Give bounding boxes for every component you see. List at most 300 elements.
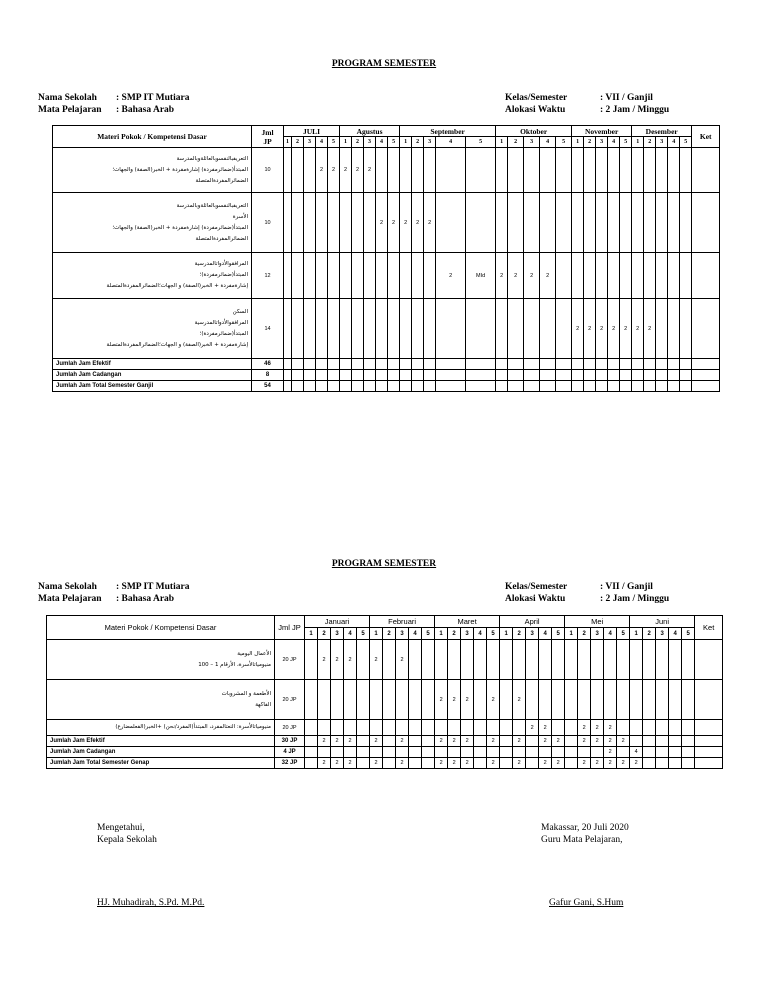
week-cell bbox=[668, 370, 680, 381]
week-cell: 2 bbox=[604, 747, 617, 758]
week-cell bbox=[461, 640, 474, 680]
week-cell: 2 bbox=[487, 680, 500, 720]
jp-header-line2: JP bbox=[263, 136, 272, 146]
week-cell bbox=[644, 253, 656, 299]
materi-cell bbox=[47, 720, 275, 736]
summary-row bbox=[53, 381, 720, 392]
week-cell bbox=[500, 680, 513, 720]
week-cell bbox=[383, 736, 396, 747]
week-cell: 2 bbox=[424, 193, 436, 253]
week-cell bbox=[424, 381, 436, 392]
week-cell bbox=[284, 148, 292, 193]
ket-cell bbox=[692, 193, 720, 253]
week-cell bbox=[572, 148, 584, 193]
week-cell bbox=[304, 193, 316, 253]
week-cell bbox=[500, 747, 513, 758]
materi-cell bbox=[47, 640, 275, 680]
week-cell bbox=[680, 299, 692, 359]
week-cell bbox=[466, 299, 496, 359]
week-cell bbox=[565, 680, 578, 720]
materi-line: الأسرة bbox=[232, 213, 248, 220]
materi-line: المبتدأ(ضمائرمفردة) إشارةمفردة + الخبر(الصفة) والجهات؛ bbox=[112, 224, 248, 231]
week-cell: 2 bbox=[435, 736, 448, 747]
week-cell: 2 bbox=[632, 299, 644, 359]
week-number: 1 bbox=[630, 628, 643, 640]
week-cell: 2 bbox=[508, 253, 524, 299]
week-number: 4 bbox=[539, 628, 552, 640]
jp-cell: 20 JP bbox=[275, 720, 305, 736]
week-cell bbox=[466, 370, 496, 381]
week-number: 3 bbox=[461, 628, 474, 640]
week-cell bbox=[680, 193, 692, 253]
week-cell bbox=[540, 193, 556, 253]
week-cell bbox=[461, 720, 474, 736]
summary-label: Jumlah Jam Cadangan bbox=[53, 370, 252, 381]
week-cell: 2 bbox=[487, 758, 500, 769]
ket-cell bbox=[692, 370, 720, 381]
week-number: 3 bbox=[331, 628, 344, 640]
week-cell bbox=[422, 720, 435, 736]
ket-cell bbox=[692, 253, 720, 299]
summary-label: Jumlah Jam Efektif bbox=[53, 359, 252, 370]
week-cell bbox=[400, 148, 412, 193]
week-cell: 2 bbox=[376, 193, 388, 253]
week-cell: 2 bbox=[461, 736, 474, 747]
materi-cell bbox=[53, 299, 252, 359]
week-cell bbox=[644, 359, 656, 370]
week-cell bbox=[508, 381, 524, 392]
week-cell bbox=[608, 193, 620, 253]
week-cell bbox=[500, 758, 513, 769]
week-number: 2 bbox=[644, 137, 656, 148]
week-cell bbox=[668, 299, 680, 359]
week-cell bbox=[474, 758, 487, 769]
week-cell bbox=[632, 370, 644, 381]
week-cell bbox=[344, 680, 357, 720]
week-cell bbox=[656, 370, 668, 381]
sign-right-line2: Guru Mata Pelajaran, bbox=[541, 835, 623, 845]
week-cell bbox=[496, 193, 508, 253]
week-cell bbox=[524, 193, 540, 253]
week-cell bbox=[376, 148, 388, 193]
week-number: 1 bbox=[370, 628, 383, 640]
section2-time-value: : 2 Jam / Minggu bbox=[600, 594, 670, 604]
week-cell: 2 bbox=[448, 680, 461, 720]
week-cell bbox=[596, 193, 608, 253]
week-number: 4 bbox=[376, 137, 388, 148]
week-cell bbox=[400, 381, 412, 392]
week-cell bbox=[630, 680, 643, 720]
week-cell bbox=[352, 359, 364, 370]
week-cell bbox=[682, 736, 695, 747]
week-cell bbox=[496, 148, 508, 193]
materi-cell bbox=[53, 148, 252, 193]
week-cell bbox=[284, 381, 292, 392]
section1-subject-value: : Bahasa Arab bbox=[116, 105, 175, 115]
week-cell bbox=[304, 370, 316, 381]
week-cell: 2 bbox=[370, 736, 383, 747]
jp-cell: 20 JP bbox=[275, 680, 305, 720]
section2-school-value: : SMP IT Mutiara bbox=[116, 582, 190, 592]
week-cell bbox=[540, 359, 556, 370]
week-cell bbox=[409, 640, 422, 680]
week-cell bbox=[436, 359, 466, 370]
week-cell: 2 bbox=[552, 758, 565, 769]
week-number: 1 bbox=[305, 628, 318, 640]
week-cell bbox=[422, 736, 435, 747]
week-cell bbox=[412, 381, 424, 392]
summary-row bbox=[47, 736, 723, 747]
week-cell bbox=[540, 381, 556, 392]
week-cell bbox=[668, 148, 680, 193]
week-cell bbox=[496, 299, 508, 359]
week-cell bbox=[680, 381, 692, 392]
materi-line: المبتدأ(ضمائرمفردة)؛ bbox=[199, 272, 248, 278]
week-cell bbox=[643, 720, 656, 736]
week-cell: 2 bbox=[318, 640, 331, 680]
week-cell bbox=[617, 640, 630, 680]
week-cell: 2 bbox=[344, 736, 357, 747]
week-cell bbox=[556, 381, 572, 392]
week-cell bbox=[400, 299, 412, 359]
week-cell bbox=[292, 359, 304, 370]
week-number: 1 bbox=[284, 137, 292, 148]
week-cell bbox=[409, 758, 422, 769]
week-cell: 2 bbox=[591, 758, 604, 769]
week-cell bbox=[364, 253, 376, 299]
week-cell bbox=[682, 758, 695, 769]
week-cell bbox=[556, 148, 572, 193]
jp-header-line1: Jml bbox=[261, 127, 274, 137]
week-cell bbox=[656, 640, 669, 680]
month-header: Agustus bbox=[340, 126, 400, 137]
week-cell bbox=[383, 720, 396, 736]
ket-header: Ket bbox=[692, 126, 720, 148]
week-cell bbox=[388, 299, 400, 359]
week-cell bbox=[584, 193, 596, 253]
sign-left-line2: Kepala Sekolah bbox=[97, 835, 157, 845]
week-cell bbox=[284, 253, 292, 299]
week-cell: 2 bbox=[340, 148, 352, 193]
summary-jp: 32 JP bbox=[275, 758, 305, 769]
week-cell bbox=[340, 193, 352, 253]
schedule-table-ganjil bbox=[52, 125, 720, 392]
week-cell bbox=[680, 370, 692, 381]
week-cell: 2 bbox=[604, 720, 617, 736]
week-cell bbox=[424, 370, 436, 381]
week-cell bbox=[400, 370, 412, 381]
week-cell: 2 bbox=[496, 253, 508, 299]
week-number: 1 bbox=[572, 137, 584, 148]
week-cell bbox=[608, 148, 620, 193]
week-cell: 2 bbox=[352, 148, 364, 193]
week-cell: 2 bbox=[539, 736, 552, 747]
week-cell bbox=[643, 736, 656, 747]
week-cell bbox=[669, 758, 682, 769]
week-cell bbox=[643, 680, 656, 720]
week-cell bbox=[376, 359, 388, 370]
summary-label: Jumlah Jam Total Semester Genap bbox=[47, 758, 275, 769]
week-cell bbox=[526, 758, 539, 769]
week-cell bbox=[644, 370, 656, 381]
ket-cell bbox=[695, 720, 723, 736]
week-cell: 2 bbox=[591, 720, 604, 736]
section2-subject-label: Mata Pelajaran bbox=[38, 594, 102, 604]
sign-right-line1: Makassar, 20 Juli 2020 bbox=[541, 823, 629, 833]
week-cell bbox=[388, 370, 400, 381]
week-cell bbox=[668, 359, 680, 370]
week-cell bbox=[304, 253, 316, 299]
week-cell bbox=[632, 381, 644, 392]
week-cell bbox=[644, 381, 656, 392]
materi-cell bbox=[53, 193, 252, 253]
week-cell: 2 bbox=[630, 758, 643, 769]
week-cell bbox=[370, 680, 383, 720]
week-cell bbox=[435, 747, 448, 758]
week-cell bbox=[669, 640, 682, 680]
week-cell bbox=[364, 359, 376, 370]
week-cell bbox=[424, 299, 436, 359]
week-cell bbox=[596, 148, 608, 193]
summary-jp: 54 bbox=[252, 381, 284, 392]
week-cell: 2 bbox=[344, 640, 357, 680]
ket-cell bbox=[692, 299, 720, 359]
week-cell bbox=[608, 381, 620, 392]
week-cell bbox=[524, 148, 540, 193]
week-number: 3 bbox=[656, 628, 669, 640]
summary-jp: 30 JP bbox=[275, 736, 305, 747]
week-cell bbox=[292, 148, 304, 193]
week-cell bbox=[584, 359, 596, 370]
week-number: 4 bbox=[608, 137, 620, 148]
week-cell: 2 bbox=[364, 148, 376, 193]
week-cell: 2 bbox=[461, 758, 474, 769]
week-cell bbox=[328, 299, 340, 359]
sign-right-name: Gafur Gani, S.Hum bbox=[549, 898, 624, 908]
section1-title: PROGRAM SEMESTER bbox=[331, 59, 437, 69]
week-cell bbox=[304, 359, 316, 370]
week-cell bbox=[284, 359, 292, 370]
week-cell bbox=[396, 747, 409, 758]
week-cell: 2 bbox=[388, 193, 400, 253]
section1-subject-label: Mata Pelajaran bbox=[38, 105, 102, 115]
ket-cell bbox=[692, 381, 720, 392]
week-cell bbox=[572, 253, 584, 299]
week-cell: 2 bbox=[331, 758, 344, 769]
week-cell bbox=[556, 193, 572, 253]
week-number: 3 bbox=[304, 137, 316, 148]
week-cell bbox=[376, 253, 388, 299]
section1-school-label: Nama Sekolah bbox=[38, 93, 97, 103]
week-number: 2 bbox=[508, 137, 524, 148]
week-cell: 2 bbox=[448, 736, 461, 747]
week-cell bbox=[604, 680, 617, 720]
week-cell bbox=[292, 381, 304, 392]
week-cell bbox=[412, 299, 424, 359]
week-cell: 2 bbox=[461, 680, 474, 720]
week-cell: 2 bbox=[436, 253, 466, 299]
week-number: 1 bbox=[500, 628, 513, 640]
week-number: 5 bbox=[552, 628, 565, 640]
week-cell bbox=[412, 148, 424, 193]
week-cell bbox=[596, 253, 608, 299]
week-cell bbox=[500, 640, 513, 680]
week-cell bbox=[474, 736, 487, 747]
week-cell bbox=[617, 720, 630, 736]
week-cell bbox=[572, 359, 584, 370]
week-cell bbox=[630, 720, 643, 736]
week-cell bbox=[340, 299, 352, 359]
week-cell: 2 bbox=[396, 640, 409, 680]
week-cell bbox=[474, 640, 487, 680]
week-number: 2 bbox=[578, 628, 591, 640]
week-cell bbox=[682, 720, 695, 736]
week-number: 1 bbox=[340, 137, 352, 148]
week-cell: 2 bbox=[412, 193, 424, 253]
week-cell: 2 bbox=[552, 736, 565, 747]
week-cell bbox=[370, 720, 383, 736]
week-number: 5 bbox=[620, 137, 632, 148]
week-cell bbox=[396, 680, 409, 720]
week-cell bbox=[508, 299, 524, 359]
week-cell bbox=[620, 193, 632, 253]
week-cell bbox=[352, 381, 364, 392]
materi-cell bbox=[47, 680, 275, 720]
week-number: 5 bbox=[466, 137, 496, 148]
week-number: 5 bbox=[388, 137, 400, 148]
week-cell bbox=[396, 720, 409, 736]
table-row bbox=[53, 299, 720, 359]
week-number: 3 bbox=[364, 137, 376, 148]
week-number: 4 bbox=[436, 137, 466, 148]
week-cell bbox=[513, 747, 526, 758]
week-cell bbox=[357, 680, 370, 720]
week-cell: 2 bbox=[513, 736, 526, 747]
week-cell bbox=[620, 370, 632, 381]
week-cell bbox=[400, 359, 412, 370]
materi-line: منيومياتالأسرة، الأرقام 1 – 100 bbox=[198, 661, 271, 668]
week-number: 4 bbox=[540, 137, 556, 148]
week-cell bbox=[656, 747, 669, 758]
week-cell bbox=[620, 359, 632, 370]
week-number: 4 bbox=[669, 628, 682, 640]
week-cell bbox=[500, 720, 513, 736]
week-cell bbox=[318, 747, 331, 758]
week-cell: 2 bbox=[572, 299, 584, 359]
week-cell bbox=[656, 193, 668, 253]
week-cell bbox=[644, 148, 656, 193]
ket-cell bbox=[695, 747, 723, 758]
week-cell bbox=[572, 381, 584, 392]
week-cell bbox=[496, 381, 508, 392]
week-number: 2 bbox=[448, 628, 461, 640]
week-cell bbox=[513, 720, 526, 736]
week-number: 1 bbox=[496, 137, 508, 148]
week-cell bbox=[424, 148, 436, 193]
week-cell bbox=[584, 148, 596, 193]
week-cell bbox=[305, 680, 318, 720]
week-cell bbox=[412, 370, 424, 381]
week-cell bbox=[284, 193, 292, 253]
materi-line: الضمائرالمفردةالمتصلة bbox=[195, 235, 248, 242]
week-cell bbox=[383, 640, 396, 680]
ket-header: Ket bbox=[695, 616, 723, 640]
week-cell bbox=[388, 253, 400, 299]
week-cell bbox=[352, 253, 364, 299]
week-number: 4 bbox=[474, 628, 487, 640]
week-cell bbox=[461, 747, 474, 758]
week-number: 5 bbox=[682, 628, 695, 640]
table-row bbox=[47, 640, 723, 680]
week-cell bbox=[584, 253, 596, 299]
week-cell bbox=[284, 299, 292, 359]
week-cell bbox=[584, 381, 596, 392]
week-cell bbox=[304, 381, 316, 392]
week-cell bbox=[409, 747, 422, 758]
week-cell: 2 bbox=[644, 299, 656, 359]
materi-line: الفاكهة bbox=[255, 701, 271, 708]
week-cell bbox=[412, 359, 424, 370]
week-cell bbox=[513, 640, 526, 680]
week-cell: 2 bbox=[604, 736, 617, 747]
week-number: 1 bbox=[400, 137, 412, 148]
week-cell bbox=[448, 640, 461, 680]
materi-line: المرافقوالأدواتالمدرسية bbox=[194, 261, 248, 267]
section2-time-label: Alokasi Waktu bbox=[505, 594, 566, 604]
week-cell bbox=[370, 747, 383, 758]
week-cell: 2 bbox=[513, 680, 526, 720]
jp-cell: 12 bbox=[252, 253, 284, 299]
week-number: 2 bbox=[292, 137, 304, 148]
week-cell bbox=[409, 736, 422, 747]
week-cell: 2 bbox=[620, 299, 632, 359]
week-cell bbox=[556, 253, 572, 299]
materi-line: المبتدأ(ضمائرمفردة)؛ bbox=[199, 330, 248, 337]
month-header: Maret bbox=[435, 616, 500, 628]
week-cell bbox=[644, 193, 656, 253]
week-cell bbox=[620, 148, 632, 193]
week-number: 2 bbox=[513, 628, 526, 640]
week-cell bbox=[539, 747, 552, 758]
week-cell bbox=[340, 381, 352, 392]
week-number: 4 bbox=[604, 628, 617, 640]
week-cell: 2 bbox=[578, 758, 591, 769]
week-cell bbox=[608, 359, 620, 370]
week-cell bbox=[352, 299, 364, 359]
week-cell bbox=[524, 299, 540, 359]
week-cell: 2 bbox=[331, 736, 344, 747]
week-cell bbox=[487, 640, 500, 680]
week-number: 3 bbox=[424, 137, 436, 148]
week-cell: 2 bbox=[617, 736, 630, 747]
week-cell bbox=[632, 148, 644, 193]
week-cell: 2 bbox=[617, 758, 630, 769]
week-cell bbox=[584, 370, 596, 381]
summary-label: Jumlah Jam Cadangan bbox=[47, 747, 275, 758]
materi-line: إشارةمفردة + الخبر(الصفة) و الجهات؛الضمائرالمفردةالمتصلة bbox=[106, 283, 248, 289]
week-number: 3 bbox=[591, 628, 604, 640]
week-cell: 2 bbox=[370, 758, 383, 769]
week-cell bbox=[572, 370, 584, 381]
week-cell bbox=[424, 253, 436, 299]
week-cell bbox=[357, 640, 370, 680]
week-cell: 2 bbox=[596, 299, 608, 359]
week-number: 2 bbox=[383, 628, 396, 640]
week-cell bbox=[292, 370, 304, 381]
week-cell bbox=[435, 640, 448, 680]
section2-class-value: : VII / Ganjil bbox=[600, 582, 653, 592]
week-cell: 2 bbox=[396, 758, 409, 769]
